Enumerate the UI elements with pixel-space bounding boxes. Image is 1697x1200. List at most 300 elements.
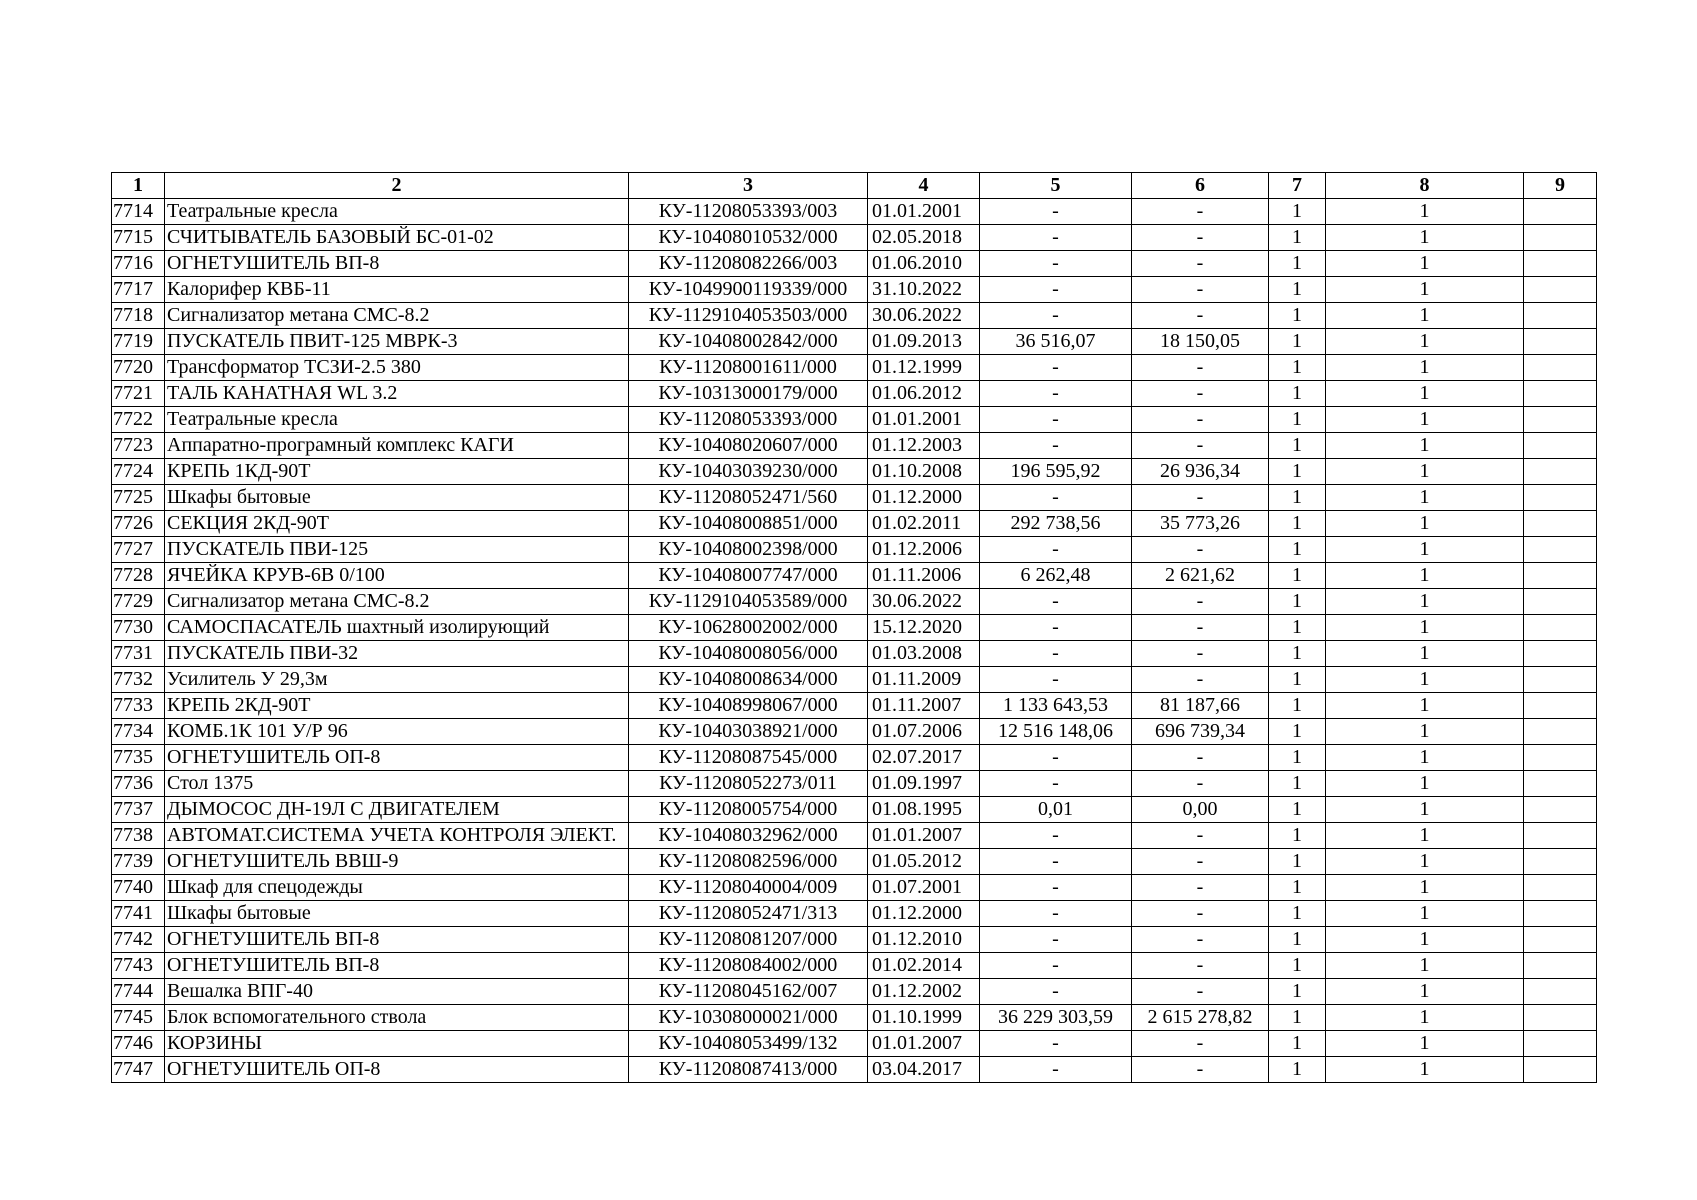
inventory-code-cell: КУ-10403039230/000 — [629, 459, 868, 485]
item-name-cell: ОГНЕТУШИТЕЛЬ ВВШ-9 — [165, 849, 629, 875]
item-name-cell: ОГНЕТУШИТЕЛЬ ОП-8 — [165, 1057, 629, 1083]
qty-col7-cell: 1 — [1269, 1031, 1326, 1057]
column-header-1: 1 — [112, 173, 165, 199]
inventory-code-cell: КУ-11208001611/000 — [629, 355, 868, 381]
date-cell: 01.12.2000 — [868, 485, 980, 511]
row-number-cell: 7724 — [112, 459, 165, 485]
value-col5-cell: 36 229 303,59 — [980, 1005, 1132, 1031]
inventory-code-cell: КУ-10408032962/000 — [629, 823, 868, 849]
value-col5-cell: - — [980, 823, 1132, 849]
row-number-cell: 7726 — [112, 511, 165, 537]
qty-col8-cell: 1 — [1326, 667, 1524, 693]
note-col9-cell — [1524, 511, 1597, 537]
value-col6-cell: - — [1132, 225, 1269, 251]
qty-col8-cell: 1 — [1326, 251, 1524, 277]
date-cell: 15.12.2020 — [868, 615, 980, 641]
value-col6-cell: 81 187,66 — [1132, 693, 1269, 719]
inventory-code-cell: КУ-11208045162/007 — [629, 979, 868, 1005]
inventory-code-cell: КУ-11208082266/003 — [629, 251, 868, 277]
row-number-cell: 7722 — [112, 407, 165, 433]
qty-col8-cell: 1 — [1326, 979, 1524, 1005]
note-col9-cell — [1524, 589, 1597, 615]
inventory-code-cell: КУ-1049900119339/000 — [629, 277, 868, 303]
value-col5-cell: 6 262,48 — [980, 563, 1132, 589]
table-row — [112, 797, 1597, 823]
item-name-cell: ПУСКАТЕЛЬ ПВИ-32 — [165, 641, 629, 667]
table-row — [112, 277, 1597, 303]
value-col6-cell: - — [1132, 979, 1269, 1005]
qty-col7-cell: 1 — [1269, 537, 1326, 563]
value-col5-cell: - — [980, 979, 1132, 1005]
value-col5-cell: - — [980, 1031, 1132, 1057]
qty-col8-cell: 1 — [1326, 381, 1524, 407]
value-col5-cell: - — [980, 433, 1132, 459]
value-col6-cell: - — [1132, 277, 1269, 303]
qty-col7-cell: 1 — [1269, 563, 1326, 589]
date-cell: 01.12.1999 — [868, 355, 980, 381]
value-col5-cell: - — [980, 667, 1132, 693]
qty-col7-cell: 1 — [1269, 953, 1326, 979]
row-number-cell: 7739 — [112, 849, 165, 875]
qty-col7-cell: 1 — [1269, 641, 1326, 667]
value-col5-cell: - — [980, 927, 1132, 953]
column-header-8: 8 — [1326, 173, 1524, 199]
value-col6-cell: - — [1132, 355, 1269, 381]
date-cell: 01.06.2012 — [868, 381, 980, 407]
item-name-cell: КОМБ.1К 101 У/Р 96 — [165, 719, 629, 745]
inventory-code-cell: КУ-11208053393/000 — [629, 407, 868, 433]
note-col9-cell — [1524, 277, 1597, 303]
note-col9-cell — [1524, 1057, 1597, 1083]
date-cell: 01.09.2013 — [868, 329, 980, 355]
qty-col7-cell: 1 — [1269, 745, 1326, 771]
row-number-cell: 7719 — [112, 329, 165, 355]
note-col9-cell — [1524, 719, 1597, 745]
row-number-cell: 7716 — [112, 251, 165, 277]
qty-col7-cell: 1 — [1269, 407, 1326, 433]
row-number-cell: 7744 — [112, 979, 165, 1005]
date-cell: 01.07.2006 — [868, 719, 980, 745]
value-col5-cell: - — [980, 381, 1132, 407]
value-col5-cell: - — [980, 225, 1132, 251]
note-col9-cell — [1524, 225, 1597, 251]
item-name-cell: Трансформатор ТСЗИ-2.5 380 — [165, 355, 629, 381]
note-col9-cell — [1524, 641, 1597, 667]
column-header-6: 6 — [1132, 173, 1269, 199]
value-col6-cell: - — [1132, 953, 1269, 979]
value-col6-cell: 18 150,05 — [1132, 329, 1269, 355]
inventory-code-cell: КУ-11208052471/313 — [629, 901, 868, 927]
inventory-code-cell: КУ-10403038921/000 — [629, 719, 868, 745]
item-name-cell: СЕКЦИЯ 2КД-90Т — [165, 511, 629, 537]
table-row — [112, 927, 1597, 953]
value-col5-cell: - — [980, 901, 1132, 927]
qty-col8-cell: 1 — [1326, 875, 1524, 901]
row-number-cell: 7736 — [112, 771, 165, 797]
date-cell: 01.06.2010 — [868, 251, 980, 277]
item-name-cell: САМОСПАСАТЕЛЬ шахтный изолирующий — [165, 615, 629, 641]
inventory-code-cell: КУ-11208040004/009 — [629, 875, 868, 901]
value-col6-cell: - — [1132, 199, 1269, 225]
table-row — [112, 563, 1597, 589]
date-cell: 01.10.2008 — [868, 459, 980, 485]
value-col5-cell: - — [980, 537, 1132, 563]
qty-col7-cell: 1 — [1269, 511, 1326, 537]
date-cell: 01.10.1999 — [868, 1005, 980, 1031]
qty-col8-cell: 1 — [1326, 953, 1524, 979]
item-name-cell: Шкафы бытовые — [165, 485, 629, 511]
qty-col8-cell: 1 — [1326, 589, 1524, 615]
table-body — [112, 199, 1597, 1083]
inventory-code-cell: КУ-11208052471/560 — [629, 485, 868, 511]
note-col9-cell — [1524, 381, 1597, 407]
note-col9-cell — [1524, 797, 1597, 823]
qty-col7-cell: 1 — [1269, 485, 1326, 511]
note-col9-cell — [1524, 927, 1597, 953]
inventory-code-cell: КУ-10408007747/000 — [629, 563, 868, 589]
note-col9-cell — [1524, 953, 1597, 979]
date-cell: 01.11.2009 — [868, 667, 980, 693]
item-name-cell: АВТОМАТ.СИСТЕМА УЧЕТА КОНТРОЛЯ ЭЛЕКТ. — [165, 823, 629, 849]
qty-col8-cell: 1 — [1326, 485, 1524, 511]
row-number-cell: 7728 — [112, 563, 165, 589]
row-number-cell: 7740 — [112, 875, 165, 901]
note-col9-cell — [1524, 485, 1597, 511]
inventory-code-cell: КУ-11208053393/003 — [629, 199, 868, 225]
row-number-cell: 7718 — [112, 303, 165, 329]
note-col9-cell — [1524, 693, 1597, 719]
item-name-cell: ЯЧЕЙКА КРУВ-6В 0/100 — [165, 563, 629, 589]
value-col5-cell: 196 595,92 — [980, 459, 1132, 485]
value-col6-cell: - — [1132, 823, 1269, 849]
qty-col8-cell: 1 — [1326, 849, 1524, 875]
value-col5-cell: 292 738,56 — [980, 511, 1132, 537]
qty-col8-cell: 1 — [1326, 771, 1524, 797]
item-name-cell: СЧИТЫВАТЕЛЬ БАЗОВЫЙ БС-01-02 — [165, 225, 629, 251]
row-number-cell: 7715 — [112, 225, 165, 251]
table-row — [112, 589, 1597, 615]
qty-col8-cell: 1 — [1326, 1005, 1524, 1031]
value-col5-cell: - — [980, 251, 1132, 277]
qty-col8-cell: 1 — [1326, 1057, 1524, 1083]
value-col5-cell: - — [980, 277, 1132, 303]
value-col5-cell: 1 133 643,53 — [980, 693, 1132, 719]
item-name-cell: Театральные кресла — [165, 199, 629, 225]
item-name-cell: Блок вспомогательного ствола — [165, 1005, 629, 1031]
qty-col7-cell: 1 — [1269, 771, 1326, 797]
table-row — [112, 745, 1597, 771]
row-number-cell: 7733 — [112, 693, 165, 719]
date-cell: 01.12.2002 — [868, 979, 980, 1005]
table-row — [112, 615, 1597, 641]
row-number-cell: 7747 — [112, 1057, 165, 1083]
table-row — [112, 693, 1597, 719]
item-name-cell: Шкафы бытовые — [165, 901, 629, 927]
inventory-code-cell: КУ-1129104053503/000 — [629, 303, 868, 329]
column-header-3: 3 — [629, 173, 868, 199]
value-col5-cell: - — [980, 303, 1132, 329]
table-row — [112, 251, 1597, 277]
qty-col8-cell: 1 — [1326, 355, 1524, 381]
item-name-cell: ПУСКАТЕЛЬ ПВИ-125 — [165, 537, 629, 563]
inventory-code-cell: КУ-11208081207/000 — [629, 927, 868, 953]
inventory-code-cell: КУ-10408010532/000 — [629, 225, 868, 251]
qty-col8-cell: 1 — [1326, 927, 1524, 953]
qty-col8-cell: 1 — [1326, 1031, 1524, 1057]
item-name-cell: Усилитель У 29,3м — [165, 667, 629, 693]
qty-col8-cell: 1 — [1326, 277, 1524, 303]
row-number-cell: 7729 — [112, 589, 165, 615]
value-col5-cell: - — [980, 745, 1132, 771]
date-cell: 01.02.2014 — [868, 953, 980, 979]
item-name-cell: Шкаф для спецодежды — [165, 875, 629, 901]
table-row — [112, 823, 1597, 849]
inventory-code-cell: КУ-10408998067/000 — [629, 693, 868, 719]
inventory-code-cell: КУ-10408053499/132 — [629, 1031, 868, 1057]
note-col9-cell — [1524, 251, 1597, 277]
note-col9-cell — [1524, 823, 1597, 849]
qty-col8-cell: 1 — [1326, 329, 1524, 355]
value-col6-cell: 0,00 — [1132, 797, 1269, 823]
qty-col7-cell: 1 — [1269, 823, 1326, 849]
date-cell: 01.05.2012 — [868, 849, 980, 875]
qty-col7-cell: 1 — [1269, 901, 1326, 927]
qty-col7-cell: 1 — [1269, 277, 1326, 303]
qty-col8-cell: 1 — [1326, 511, 1524, 537]
value-col6-cell: - — [1132, 615, 1269, 641]
row-number-cell: 7723 — [112, 433, 165, 459]
header-row — [112, 173, 1597, 199]
column-header-7: 7 — [1269, 173, 1326, 199]
date-cell: 02.07.2017 — [868, 745, 980, 771]
qty-col7-cell: 1 — [1269, 667, 1326, 693]
qty-col8-cell: 1 — [1326, 433, 1524, 459]
item-name-cell: ОГНЕТУШИТЕЛЬ ОП-8 — [165, 745, 629, 771]
qty-col7-cell: 1 — [1269, 329, 1326, 355]
date-cell: 01.07.2001 — [868, 875, 980, 901]
qty-col7-cell: 1 — [1269, 927, 1326, 953]
qty-col8-cell: 1 — [1326, 459, 1524, 485]
qty-col8-cell: 1 — [1326, 225, 1524, 251]
value-col6-cell: - — [1132, 1031, 1269, 1057]
item-name-cell: Сигнализатор метана СМС-8.2 — [165, 589, 629, 615]
inventory-code-cell: КУ-10313000179/000 — [629, 381, 868, 407]
inventory-code-cell: КУ-1129104053589/000 — [629, 589, 868, 615]
value-col6-cell: - — [1132, 537, 1269, 563]
table-row — [112, 875, 1597, 901]
qty-col7-cell: 1 — [1269, 1057, 1326, 1083]
value-col5-cell: 12 516 148,06 — [980, 719, 1132, 745]
value-col6-cell: - — [1132, 849, 1269, 875]
row-number-cell: 7714 — [112, 199, 165, 225]
item-name-cell: Калорифер КВБ-11 — [165, 277, 629, 303]
row-number-cell: 7743 — [112, 953, 165, 979]
qty-col8-cell: 1 — [1326, 537, 1524, 563]
note-col9-cell — [1524, 537, 1597, 563]
table-row — [112, 1057, 1597, 1083]
date-cell: 01.11.2006 — [868, 563, 980, 589]
date-cell: 02.05.2018 — [868, 225, 980, 251]
column-header-9: 9 — [1524, 173, 1597, 199]
date-cell: 01.12.2000 — [868, 901, 980, 927]
row-number-cell: 7721 — [112, 381, 165, 407]
qty-col8-cell: 1 — [1326, 823, 1524, 849]
table-row — [112, 719, 1597, 745]
value-col6-cell: - — [1132, 251, 1269, 277]
row-number-cell: 7741 — [112, 901, 165, 927]
date-cell: 30.06.2022 — [868, 303, 980, 329]
inventory-code-cell: КУ-11208084002/000 — [629, 953, 868, 979]
note-col9-cell — [1524, 563, 1597, 589]
value-col5-cell: 36 516,07 — [980, 329, 1132, 355]
date-cell: 01.01.2007 — [868, 1031, 980, 1057]
table-row — [112, 901, 1597, 927]
inventory-code-cell: КУ-10408008634/000 — [629, 667, 868, 693]
value-col6-cell: - — [1132, 667, 1269, 693]
qty-col8-cell: 1 — [1326, 693, 1524, 719]
inventory-code-cell: КУ-10408020607/000 — [629, 433, 868, 459]
table-row — [112, 953, 1597, 979]
value-col5-cell: - — [980, 355, 1132, 381]
note-col9-cell — [1524, 745, 1597, 771]
table-row — [112, 1031, 1597, 1057]
row-number-cell: 7731 — [112, 641, 165, 667]
row-number-cell: 7746 — [112, 1031, 165, 1057]
date-cell: 01.03.2008 — [868, 641, 980, 667]
inventory-code-cell: КУ-10408002842/000 — [629, 329, 868, 355]
qty-col7-cell: 1 — [1269, 225, 1326, 251]
value-col5-cell: - — [980, 615, 1132, 641]
qty-col8-cell: 1 — [1326, 199, 1524, 225]
row-number-cell: 7730 — [112, 615, 165, 641]
qty-col8-cell: 1 — [1326, 719, 1524, 745]
qty-col7-cell: 1 — [1269, 355, 1326, 381]
date-cell: 01.12.2010 — [868, 927, 980, 953]
table-row — [112, 433, 1597, 459]
row-number-cell: 7737 — [112, 797, 165, 823]
value-col6-cell: - — [1132, 433, 1269, 459]
note-col9-cell — [1524, 1005, 1597, 1031]
value-col5-cell: - — [980, 875, 1132, 901]
table-row — [112, 459, 1597, 485]
qty-col7-cell: 1 — [1269, 719, 1326, 745]
date-cell: 30.06.2022 — [868, 589, 980, 615]
item-name-cell: ОГНЕТУШИТЕЛЬ ВП-8 — [165, 927, 629, 953]
date-cell: 01.11.2007 — [868, 693, 980, 719]
table-row — [112, 511, 1597, 537]
qty-col7-cell: 1 — [1269, 433, 1326, 459]
qty-col7-cell: 1 — [1269, 303, 1326, 329]
note-col9-cell — [1524, 303, 1597, 329]
value-col6-cell: 26 936,34 — [1132, 459, 1269, 485]
row-number-cell: 7720 — [112, 355, 165, 381]
qty-col7-cell: 1 — [1269, 797, 1326, 823]
inventory-code-cell: КУ-11208087545/000 — [629, 745, 868, 771]
table-row — [112, 771, 1597, 797]
inventory-code-cell: КУ-10628002002/000 — [629, 615, 868, 641]
qty-col7-cell: 1 — [1269, 589, 1326, 615]
inventory-code-cell: КУ-11208082596/000 — [629, 849, 868, 875]
item-name-cell: Сигнализатор метана СМС-8.2 — [165, 303, 629, 329]
table-row — [112, 381, 1597, 407]
item-name-cell: Вешалка ВПГ-40 — [165, 979, 629, 1005]
row-number-cell: 7738 — [112, 823, 165, 849]
table-row — [112, 537, 1597, 563]
note-col9-cell — [1524, 901, 1597, 927]
inventory-code-cell: КУ-10408002398/000 — [629, 537, 868, 563]
value-col6-cell: - — [1132, 901, 1269, 927]
date-cell: 01.12.2006 — [868, 537, 980, 563]
date-cell: 31.10.2022 — [868, 277, 980, 303]
date-cell: 01.08.1995 — [868, 797, 980, 823]
value-col6-cell: 696 739,34 — [1132, 719, 1269, 745]
column-header-2: 2 — [165, 173, 629, 199]
table-row — [112, 355, 1597, 381]
row-number-cell: 7735 — [112, 745, 165, 771]
item-name-cell: КРЕПЬ 2КД-90Т — [165, 693, 629, 719]
table-row — [112, 979, 1597, 1005]
value-col5-cell: - — [980, 485, 1132, 511]
qty-col8-cell: 1 — [1326, 615, 1524, 641]
qty-col7-cell: 1 — [1269, 615, 1326, 641]
inventory-code-cell: КУ-11208005754/000 — [629, 797, 868, 823]
table-row — [112, 225, 1597, 251]
date-cell: 01.12.2003 — [868, 433, 980, 459]
column-header-5: 5 — [980, 173, 1132, 199]
date-cell: 03.04.2017 — [868, 1057, 980, 1083]
qty-col8-cell: 1 — [1326, 901, 1524, 927]
note-col9-cell — [1524, 771, 1597, 797]
date-cell: 01.02.2011 — [868, 511, 980, 537]
table-row — [112, 849, 1597, 875]
date-cell: 01.09.1997 — [868, 771, 980, 797]
table-row — [112, 641, 1597, 667]
qty-col7-cell: 1 — [1269, 1005, 1326, 1031]
qty-col8-cell: 1 — [1326, 797, 1524, 823]
row-number-cell: 7734 — [112, 719, 165, 745]
value-col5-cell: - — [980, 771, 1132, 797]
qty-col8-cell: 1 — [1326, 745, 1524, 771]
row-number-cell: 7725 — [112, 485, 165, 511]
note-col9-cell — [1524, 667, 1597, 693]
value-col6-cell: - — [1132, 745, 1269, 771]
date-cell: 01.01.2007 — [868, 823, 980, 849]
item-name-cell: Театральные кресла — [165, 407, 629, 433]
item-name-cell: Аппаратно-програмный комплекс КАГИ — [165, 433, 629, 459]
qty-col7-cell: 1 — [1269, 459, 1326, 485]
item-name-cell: ПУСКАТЕЛЬ ПВИТ-125 МВРК-3 — [165, 329, 629, 355]
value-col6-cell: - — [1132, 303, 1269, 329]
table-row — [112, 1005, 1597, 1031]
table-row — [112, 199, 1597, 225]
note-col9-cell — [1524, 199, 1597, 225]
value-col6-cell: - — [1132, 589, 1269, 615]
table-row — [112, 303, 1597, 329]
inventory-code-cell: КУ-11208087413/000 — [629, 1057, 868, 1083]
note-col9-cell — [1524, 1031, 1597, 1057]
item-name-cell: ТАЛЬ КАНАТНАЯ WL 3.2 — [165, 381, 629, 407]
value-col6-cell: - — [1132, 771, 1269, 797]
value-col5-cell: - — [980, 849, 1132, 875]
value-col6-cell: - — [1132, 927, 1269, 953]
table-row — [112, 485, 1597, 511]
column-header-4: 4 — [868, 173, 980, 199]
item-name-cell: КОРЗИНЫ — [165, 1031, 629, 1057]
value-col5-cell: - — [980, 641, 1132, 667]
qty-col7-cell: 1 — [1269, 381, 1326, 407]
item-name-cell: ОГНЕТУШИТЕЛЬ ВП-8 — [165, 953, 629, 979]
item-name-cell: ОГНЕТУШИТЕЛЬ ВП-8 — [165, 251, 629, 277]
